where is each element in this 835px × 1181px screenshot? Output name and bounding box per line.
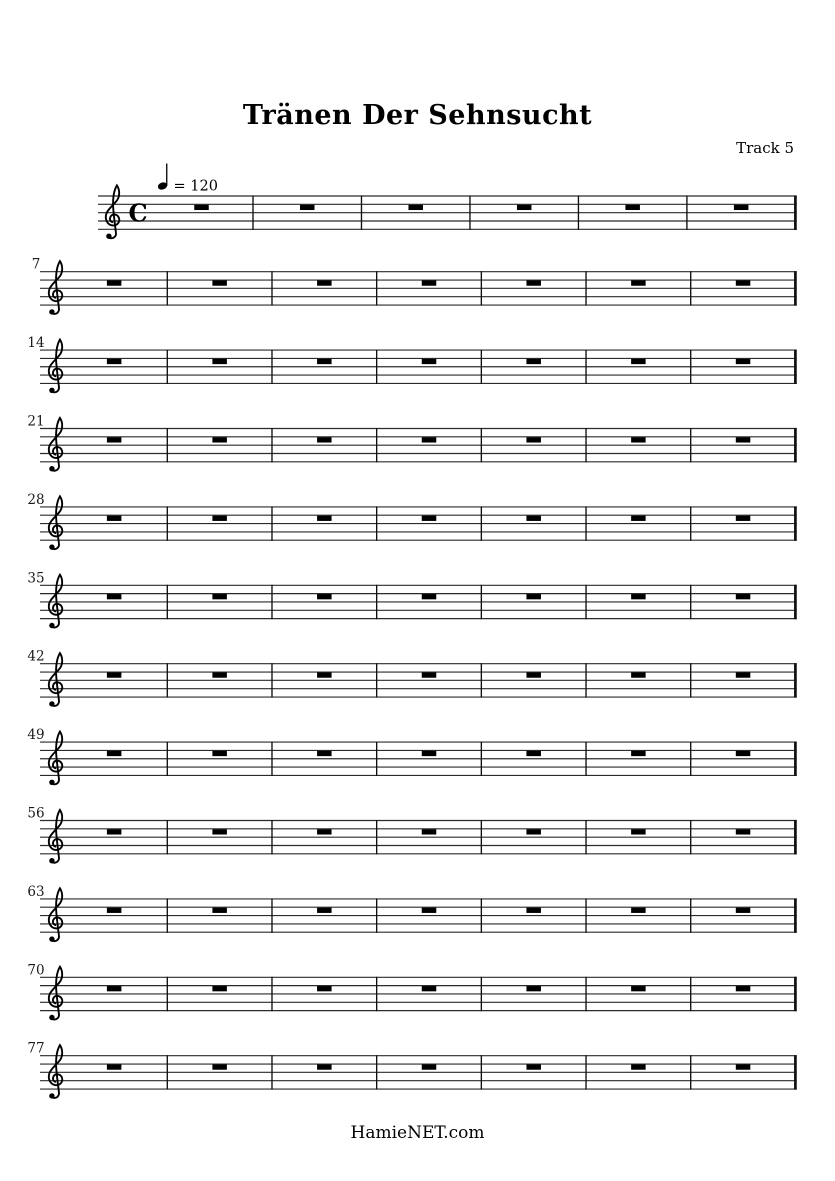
barline bbox=[376, 1055, 377, 1089]
barline bbox=[585, 271, 586, 305]
whole-rest bbox=[408, 205, 423, 210]
whole-rest bbox=[526, 829, 541, 834]
end-barline bbox=[794, 350, 797, 384]
whole-rest bbox=[631, 1064, 646, 1069]
whole-rest bbox=[317, 751, 332, 756]
barline bbox=[376, 898, 377, 932]
barline bbox=[585, 898, 586, 932]
whole-rest bbox=[212, 280, 227, 285]
whole-rest bbox=[526, 986, 541, 991]
whole-rest bbox=[317, 516, 332, 521]
barline bbox=[271, 742, 272, 776]
barline bbox=[167, 898, 168, 932]
barline bbox=[167, 585, 168, 619]
barline bbox=[585, 506, 586, 540]
whole-rest bbox=[631, 280, 646, 285]
barline bbox=[376, 977, 377, 1011]
whole-rest bbox=[631, 986, 646, 991]
whole-rest bbox=[736, 672, 751, 677]
whole-rest bbox=[107, 280, 122, 285]
barline bbox=[271, 428, 272, 462]
whole-rest bbox=[107, 437, 122, 442]
whole-rest bbox=[317, 908, 332, 913]
end-barline bbox=[794, 428, 797, 462]
barline bbox=[585, 820, 586, 854]
measure-number: 63 bbox=[27, 883, 45, 900]
barline bbox=[252, 196, 253, 230]
whole-rest bbox=[526, 516, 541, 521]
staff-system bbox=[27, 570, 796, 628]
end-barline bbox=[794, 977, 797, 1011]
whole-rest bbox=[631, 437, 646, 442]
whole-rest bbox=[212, 359, 227, 364]
whole-rest bbox=[422, 437, 437, 442]
whole-rest bbox=[736, 516, 751, 521]
barline bbox=[690, 820, 691, 854]
barline bbox=[481, 506, 482, 540]
barline bbox=[578, 196, 579, 230]
staff-system bbox=[27, 414, 796, 472]
barline bbox=[585, 350, 586, 384]
whole-rest bbox=[422, 280, 437, 285]
staff-system bbox=[27, 1041, 796, 1099]
barline bbox=[271, 585, 272, 619]
whole-rest bbox=[107, 516, 122, 521]
barline bbox=[585, 977, 586, 1011]
end-barline bbox=[794, 1055, 797, 1089]
measure-number: 77 bbox=[27, 1040, 45, 1057]
whole-rest bbox=[212, 908, 227, 913]
whole-rest bbox=[107, 908, 122, 913]
barline bbox=[271, 506, 272, 540]
tempo-text: = 120 bbox=[173, 178, 218, 195]
barline bbox=[469, 196, 470, 230]
barline bbox=[690, 428, 691, 462]
whole-rest bbox=[212, 437, 227, 442]
barline bbox=[376, 663, 377, 697]
whole-rest bbox=[631, 594, 646, 599]
staff-system bbox=[27, 492, 796, 550]
whole-rest bbox=[631, 359, 646, 364]
whole-rest bbox=[736, 751, 751, 756]
whole-rest bbox=[422, 672, 437, 677]
barline bbox=[481, 585, 482, 619]
measure-number: 70 bbox=[27, 962, 45, 979]
whole-rest bbox=[107, 751, 122, 756]
end-barline bbox=[794, 506, 797, 540]
barline bbox=[167, 977, 168, 1011]
barline bbox=[271, 663, 272, 697]
whole-rest bbox=[194, 205, 209, 210]
tempo-marking bbox=[157, 164, 218, 195]
barline bbox=[481, 663, 482, 697]
whole-rest bbox=[736, 594, 751, 599]
measure-number: 28 bbox=[27, 491, 45, 508]
whole-rest bbox=[734, 205, 749, 210]
barline bbox=[690, 271, 691, 305]
whole-rest bbox=[300, 205, 315, 210]
whole-rest bbox=[631, 829, 646, 834]
measure-number: 35 bbox=[27, 570, 45, 587]
barline bbox=[167, 506, 168, 540]
whole-rest bbox=[631, 672, 646, 677]
barline bbox=[481, 428, 482, 462]
staff-system bbox=[27, 884, 796, 942]
barline bbox=[690, 1055, 691, 1089]
barline bbox=[167, 350, 168, 384]
barline bbox=[690, 506, 691, 540]
measure-number: 42 bbox=[27, 648, 45, 665]
whole-rest bbox=[107, 986, 122, 991]
whole-rest bbox=[107, 1064, 122, 1069]
barline bbox=[690, 663, 691, 697]
whole-rest bbox=[631, 908, 646, 913]
barline bbox=[167, 742, 168, 776]
whole-rest bbox=[317, 359, 332, 364]
whole-rest bbox=[736, 986, 751, 991]
barline bbox=[271, 977, 272, 1011]
whole-rest bbox=[526, 437, 541, 442]
barline bbox=[481, 350, 482, 384]
measure-number: 56 bbox=[27, 805, 45, 822]
whole-rest bbox=[212, 672, 227, 677]
whole-rest bbox=[317, 672, 332, 677]
barline bbox=[585, 585, 586, 619]
staff-system bbox=[27, 649, 796, 707]
barline bbox=[376, 742, 377, 776]
end-barline bbox=[794, 898, 797, 932]
whole-rest bbox=[107, 829, 122, 834]
whole-rest bbox=[422, 829, 437, 834]
barline bbox=[271, 1055, 272, 1089]
whole-rest bbox=[631, 751, 646, 756]
barline bbox=[271, 820, 272, 854]
whole-rest bbox=[107, 672, 122, 677]
page-title: Tränen Der Sehnsucht bbox=[242, 100, 593, 131]
measure-number: 49 bbox=[27, 727, 45, 744]
barline bbox=[376, 506, 377, 540]
barline bbox=[481, 820, 482, 854]
whole-rest bbox=[317, 829, 332, 834]
barline bbox=[686, 196, 687, 230]
barline bbox=[167, 271, 168, 305]
whole-rest bbox=[422, 751, 437, 756]
end-barline bbox=[794, 663, 797, 697]
staff-system bbox=[32, 257, 797, 315]
whole-rest bbox=[317, 280, 332, 285]
barline bbox=[481, 1055, 482, 1089]
barline bbox=[376, 271, 377, 305]
barline bbox=[167, 428, 168, 462]
time-signature-common: C bbox=[128, 198, 148, 228]
barline bbox=[585, 428, 586, 462]
end-barline bbox=[794, 271, 797, 305]
whole-rest bbox=[736, 908, 751, 913]
whole-rest bbox=[212, 1064, 227, 1069]
end-barline bbox=[794, 820, 797, 854]
whole-rest bbox=[422, 1064, 437, 1069]
staff-system bbox=[27, 806, 796, 864]
end-barline bbox=[794, 196, 797, 230]
barline bbox=[585, 1055, 586, 1089]
whole-rest bbox=[317, 594, 332, 599]
whole-rest bbox=[526, 672, 541, 677]
barline bbox=[690, 742, 691, 776]
barline bbox=[585, 742, 586, 776]
whole-rest bbox=[317, 1064, 332, 1069]
end-barline bbox=[794, 585, 797, 619]
barline bbox=[361, 196, 362, 230]
barline bbox=[690, 585, 691, 619]
barline bbox=[376, 820, 377, 854]
footer-watermark: HamieNET.com bbox=[350, 1123, 485, 1143]
whole-rest bbox=[736, 1064, 751, 1069]
whole-rest bbox=[212, 594, 227, 599]
whole-rest bbox=[517, 205, 532, 210]
whole-rest bbox=[526, 359, 541, 364]
barline bbox=[481, 898, 482, 932]
whole-rest bbox=[212, 516, 227, 521]
end-barline bbox=[794, 742, 797, 776]
staff-system bbox=[27, 727, 796, 785]
barline bbox=[376, 585, 377, 619]
whole-rest bbox=[526, 908, 541, 913]
barline bbox=[271, 271, 272, 305]
staff-system bbox=[98, 164, 797, 239]
whole-rest bbox=[422, 986, 437, 991]
whole-rest bbox=[422, 516, 437, 521]
barline bbox=[585, 663, 586, 697]
whole-rest bbox=[736, 437, 751, 442]
whole-rest bbox=[736, 359, 751, 364]
barline bbox=[376, 350, 377, 384]
whole-rest bbox=[422, 908, 437, 913]
staff-system bbox=[27, 335, 796, 393]
barline bbox=[167, 663, 168, 697]
barline bbox=[481, 742, 482, 776]
barline bbox=[690, 898, 691, 932]
whole-rest bbox=[422, 594, 437, 599]
barline bbox=[271, 898, 272, 932]
whole-rest bbox=[736, 280, 751, 285]
staff-system bbox=[27, 962, 796, 1020]
barline bbox=[481, 977, 482, 1011]
track-label: Track 5 bbox=[736, 139, 794, 157]
barline bbox=[167, 820, 168, 854]
whole-rest bbox=[631, 516, 646, 521]
whole-rest bbox=[212, 829, 227, 834]
whole-rest bbox=[212, 986, 227, 991]
whole-rest bbox=[107, 594, 122, 599]
whole-rest bbox=[526, 280, 541, 285]
barline bbox=[690, 977, 691, 1011]
barline bbox=[690, 350, 691, 384]
whole-rest bbox=[422, 359, 437, 364]
barline bbox=[376, 428, 377, 462]
measure-number: 21 bbox=[27, 413, 45, 430]
barline bbox=[271, 350, 272, 384]
whole-rest bbox=[212, 751, 227, 756]
whole-rest bbox=[526, 1064, 541, 1069]
whole-rest bbox=[107, 359, 122, 364]
measure-number: 7 bbox=[31, 256, 41, 273]
whole-rest bbox=[736, 829, 751, 834]
barline bbox=[481, 271, 482, 305]
whole-rest bbox=[317, 986, 332, 991]
whole-rest bbox=[526, 594, 541, 599]
barline bbox=[167, 1055, 168, 1089]
whole-rest bbox=[317, 437, 332, 442]
whole-rest bbox=[526, 751, 541, 756]
whole-rest bbox=[625, 205, 640, 210]
measure-number: 14 bbox=[27, 335, 45, 352]
